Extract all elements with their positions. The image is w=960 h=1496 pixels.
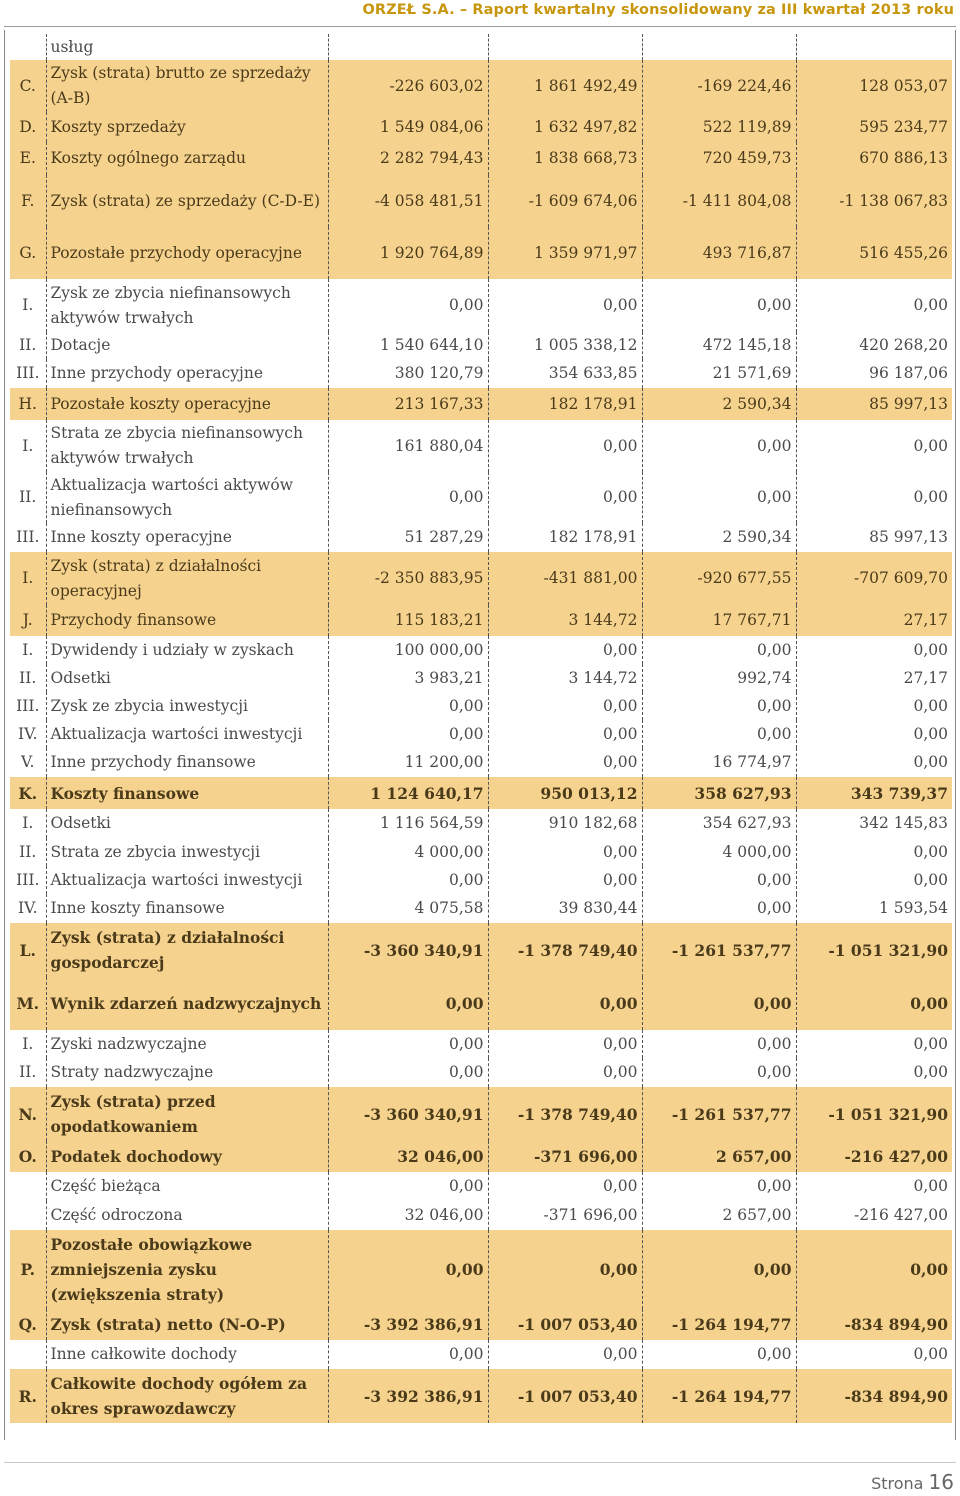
row-value-col-4: 595 234,77 (796, 112, 952, 142)
row-value-col-3: 493 716,87 (642, 227, 796, 279)
table-row (10, 552, 952, 605)
row-value-col-1: 2 282 794,43 (328, 142, 488, 175)
row-value-col-1: 100 000,00 (328, 636, 488, 664)
table-row (10, 809, 952, 838)
row-value-col-3: 0,00 (642, 977, 796, 1030)
row-value-col-1: -2 350 883,95 (328, 552, 488, 605)
row-value-col-3: 2 657,00 (642, 1141, 796, 1172)
row-value-col-4: 0,00 (796, 838, 952, 866)
table-row (10, 1172, 952, 1201)
row-value-col-3: 0,00 (642, 1172, 796, 1201)
table-row (10, 279, 952, 332)
table-row (10, 420, 952, 472)
row-value-col-1: 0,00 (328, 1172, 488, 1201)
row-value-col-2: -371 696,00 (488, 1141, 642, 1172)
row-value-col-4: 420 268,20 (796, 332, 952, 359)
table-row (10, 1340, 952, 1369)
table-row (10, 1141, 952, 1172)
row-value-col-3: 17 767,71 (642, 605, 796, 636)
table-row (10, 777, 952, 809)
row-value-col-3: -1 264 194,77 (642, 1369, 796, 1423)
row-value-col-4: 0,00 (796, 1172, 952, 1201)
row-code: P. (10, 1230, 46, 1309)
row-value-col-1: 0,00 (328, 279, 488, 332)
row-value-col-3: 2 657,00 (642, 1201, 796, 1230)
row-code: III. (16, 870, 40, 889)
row-label: Wynik zdarzeń nadzwyczajnych (46, 977, 328, 1030)
row-value-col-3: -1 264 194,77 (642, 1309, 796, 1340)
row-code: K. (10, 777, 46, 809)
row-label: Podatek dochodowy (46, 1141, 328, 1172)
row-code: III. (16, 364, 40, 382)
row-label: Koszty ogólnego zarządu (46, 142, 328, 175)
row-value-col-2: 950 013,12 (488, 777, 642, 809)
row-label: Strata ze zbycia niefinansowych aktywów trwałych (46, 420, 328, 472)
row-label: Odsetki (46, 664, 328, 692)
row-value-col-4: -1 138 067,83 (796, 175, 952, 227)
table-row (10, 359, 952, 388)
row-value-col-4: 0,00 (796, 636, 952, 664)
row-value-col-3: -1 411 804,08 (642, 175, 796, 227)
row-code: I. (22, 1034, 34, 1053)
row-value-col-4: -1 051 321,90 (796, 1087, 952, 1141)
page-number: 16 (928, 1470, 954, 1494)
row-value-col-3: 0,00 (642, 692, 796, 720)
row-code: I. (10, 552, 46, 605)
row-value-col-1: -3 392 386,91 (328, 1369, 488, 1423)
row-code: III. (16, 528, 40, 546)
row-label: Część odroczona (46, 1201, 328, 1230)
table-row (10, 1369, 952, 1423)
row-value-col-1: 1 540 644,10 (328, 332, 488, 359)
row-label: Odsetki (46, 809, 328, 838)
row-label: Inne całkowite dochody (46, 1340, 328, 1369)
table-row (10, 605, 952, 636)
table-row (10, 1030, 952, 1058)
row-label: Pozostałe przychody operacyjne (46, 227, 328, 279)
row-value-col-2 (488, 34, 642, 60)
row-value-col-4: 0,00 (796, 692, 952, 720)
table-row (10, 60, 952, 112)
row-value-col-2: 1 359 971,97 (488, 227, 642, 279)
row-value-col-3 (642, 34, 796, 60)
row-value-col-2: -1 007 053,40 (488, 1369, 642, 1423)
row-code: I. (22, 296, 34, 314)
table-row (10, 838, 952, 866)
row-value-col-2: 182 178,91 (488, 388, 642, 420)
table-row (10, 866, 952, 894)
page-frame-right (955, 30, 956, 1440)
row-code: V. (21, 753, 35, 771)
row-label: Inne przychody finansowe (46, 748, 328, 777)
row-value-col-3: 720 459,73 (642, 142, 796, 175)
table-row (10, 388, 952, 420)
row-code: M. (10, 977, 46, 1030)
row-value-col-1: 0,00 (328, 977, 488, 1030)
row-value-col-4: 96 187,06 (796, 359, 952, 388)
table-row (10, 977, 952, 1030)
row-value-col-2: 182 178,91 (488, 523, 642, 552)
row-value-col-2: 0,00 (488, 692, 642, 720)
row-value-col-3: 0,00 (642, 472, 796, 523)
row-value-col-1: -226 603,02 (328, 60, 488, 112)
row-label: Inne przychody operacyjne (46, 359, 328, 388)
row-value-col-1: 115 183,21 (328, 605, 488, 636)
row-label: Zyski nadzwyczajne (46, 1030, 328, 1058)
row-code (10, 1172, 46, 1201)
row-value-col-3: 4 000,00 (642, 838, 796, 866)
row-label: Zysk (strata) ze sprzedaży (C-D-E) (46, 175, 328, 227)
row-value-col-1: 32 046,00 (328, 1141, 488, 1172)
row-code: C. (10, 60, 46, 112)
row-value-col-2: -1 609 674,06 (488, 175, 642, 227)
row-value-col-4: 516 455,26 (796, 227, 952, 279)
row-value-col-2: 0,00 (488, 279, 642, 332)
row-value-col-4: 0,00 (796, 1230, 952, 1309)
row-label: Zysk (strata) brutto ze sprzedaży (A-B) (46, 60, 328, 112)
row-value-col-2: 39 830,44 (488, 894, 642, 923)
row-code: IV. (17, 899, 38, 917)
row-code: F. (10, 175, 46, 227)
row-label: Dywidendy i udziały w zyskach (46, 636, 328, 664)
row-value-col-1: 1 124 640,17 (328, 777, 488, 809)
row-value-col-3: 0,00 (642, 720, 796, 748)
row-code: II. (19, 1063, 37, 1081)
row-label: Zysk (strata) netto (N-O-P) (46, 1309, 328, 1340)
row-label: Zysk (strata) z działalności operacyjnej (46, 552, 328, 605)
table-row (10, 227, 952, 279)
table-row (10, 1201, 952, 1230)
row-value-col-3: 2 590,34 (642, 388, 796, 420)
row-value-col-1: -3 360 340,91 (328, 923, 488, 977)
row-value-col-4: 0,00 (796, 1058, 952, 1087)
table-row (10, 332, 952, 359)
table-row (10, 692, 952, 720)
income-statement-body (10, 34, 952, 1423)
row-code: R. (10, 1369, 46, 1423)
row-value-col-1: 0,00 (328, 1340, 488, 1369)
row-label: Część bieżąca (46, 1172, 328, 1201)
row-value-col-2: 1 838 668,73 (488, 142, 642, 175)
table-row (10, 112, 952, 142)
row-value-col-1: 4 000,00 (328, 838, 488, 866)
row-value-col-4: 27,17 (796, 605, 952, 636)
row-value-col-3: 0,00 (642, 1340, 796, 1369)
header-rule (4, 26, 956, 27)
table-row (10, 664, 952, 692)
row-label: Aktualizacja wartości inwestycji (46, 866, 328, 894)
row-code: Q. (10, 1309, 46, 1340)
table-row (10, 472, 952, 523)
row-value-col-1: 0,00 (328, 472, 488, 523)
row-label: Całkowite dochody ogółem za okres sprawozdawczy (46, 1369, 328, 1423)
row-value-col-1: 380 120,79 (328, 359, 488, 388)
row-value-col-1: 4 075,58 (328, 894, 488, 923)
row-value-col-4: 0,00 (796, 977, 952, 1030)
row-value-col-4: 0,00 (796, 720, 952, 748)
row-value-col-1: -3 392 386,91 (328, 1309, 488, 1340)
row-value-col-3: 992,74 (642, 664, 796, 692)
table-row (10, 720, 952, 748)
row-value-col-3: -1 261 537,77 (642, 923, 796, 977)
row-value-col-2: 0,00 (488, 472, 642, 523)
row-code: II. (19, 668, 37, 687)
row-value-col-3: 354 627,93 (642, 809, 796, 838)
row-value-col-4: 27,17 (796, 664, 952, 692)
page-frame-left (4, 30, 5, 1440)
table-row (10, 1087, 952, 1141)
row-code: N. (10, 1087, 46, 1141)
row-value-col-2: 1 005 338,12 (488, 332, 642, 359)
income-statement-table (10, 34, 952, 1423)
row-code: E. (10, 142, 46, 175)
row-value-col-2: 3 144,72 (488, 664, 642, 692)
table-row (10, 523, 952, 552)
row-value-col-1: 0,00 (328, 866, 488, 894)
table-row (10, 175, 952, 227)
row-value-col-4: 0,00 (796, 1030, 952, 1058)
table-row (10, 34, 952, 60)
row-value-col-4: -707 609,70 (796, 552, 952, 605)
row-value-col-2: -371 696,00 (488, 1201, 642, 1230)
row-value-col-1: 0,00 (328, 692, 488, 720)
row-value-col-2: 0,00 (488, 838, 642, 866)
row-value-col-1: 0,00 (328, 1058, 488, 1087)
row-value-col-2: 0,00 (488, 420, 642, 472)
row-value-col-4: 0,00 (796, 866, 952, 894)
row-value-col-4: 0,00 (796, 1340, 952, 1369)
row-label: Zysk ze zbycia inwestycji (46, 692, 328, 720)
row-code: I. (22, 436, 34, 455)
page-footer (871, 1470, 954, 1494)
row-code: III. (16, 696, 40, 715)
row-value-col-1: 51 287,29 (328, 523, 488, 552)
row-value-col-1: 161 880,04 (328, 420, 488, 472)
table-row (10, 1058, 952, 1087)
row-value-col-2: 0,00 (488, 1340, 642, 1369)
row-value-col-1: 11 200,00 (328, 748, 488, 777)
row-value-col-2: 354 633,85 (488, 359, 642, 388)
row-value-col-4: 0,00 (796, 420, 952, 472)
row-value-col-2: 0,00 (488, 720, 642, 748)
row-label: Aktualizacja wartości inwestycji (46, 720, 328, 748)
row-code: G. (10, 227, 46, 279)
row-value-col-1: 1 549 084,06 (328, 112, 488, 142)
row-label: Zysk (strata) przed opodatkowaniem (46, 1087, 328, 1141)
table-row (10, 636, 952, 664)
row-label: Przychody finansowe (46, 605, 328, 636)
row-value-col-2: 3 144,72 (488, 605, 642, 636)
table-row (10, 923, 952, 977)
row-value-col-4: 0,00 (796, 279, 952, 332)
row-label: Inne koszty operacyjne (46, 523, 328, 552)
row-value-col-2: 0,00 (488, 1172, 642, 1201)
row-value-col-4: 85 997,13 (796, 388, 952, 420)
row-value-col-2: -1 378 749,40 (488, 923, 642, 977)
row-value-col-4: -1 051 321,90 (796, 923, 952, 977)
row-value-col-2: 910 182,68 (488, 809, 642, 838)
row-value-col-1: 0,00 (328, 1230, 488, 1309)
row-label: Pozostałe obowiązkowe zmniejszenia zysku (zwiększenia straty) (46, 1230, 328, 1309)
row-label: Straty nadzwyczajne (46, 1058, 328, 1087)
row-value-col-1: 1 920 764,89 (328, 227, 488, 279)
row-value-col-1: -4 058 481,51 (328, 175, 488, 227)
row-label: Koszty finansowe (46, 777, 328, 809)
row-value-col-2: -431 881,00 (488, 552, 642, 605)
row-code: J. (10, 605, 46, 636)
row-value-col-1 (328, 34, 488, 60)
row-value-col-2: 1 632 497,82 (488, 112, 642, 142)
row-label: Strata ze zbycia inwestycji (46, 838, 328, 866)
row-value-col-2: -1 007 053,40 (488, 1309, 642, 1340)
row-value-col-3: 472 145,18 (642, 332, 796, 359)
row-code (10, 1201, 46, 1230)
row-value-col-4: -834 894,90 (796, 1309, 952, 1340)
row-value-col-3: -169 224,46 (642, 60, 796, 112)
row-code (10, 34, 46, 60)
row-value-col-3: 0,00 (642, 894, 796, 923)
row-value-col-2: 0,00 (488, 866, 642, 894)
row-code: L. (10, 923, 46, 977)
row-value-col-4: -216 427,00 (796, 1201, 952, 1230)
row-label: Zysk (strata) z działalności gospodarczej (46, 923, 328, 977)
row-value-col-3: 2 590,34 (642, 523, 796, 552)
row-value-col-2: 0,00 (488, 1230, 642, 1309)
row-value-col-4: 0,00 (796, 748, 952, 777)
report-header-title: ORZEŁ S.A. – Raport kwartalny skonsolidowany za III kwartał 2013 roku (362, 2, 954, 18)
row-label: Dotacje (46, 332, 328, 359)
row-label: Koszty sprzedaży (46, 112, 328, 142)
row-value-col-3: 21 571,69 (642, 359, 796, 388)
row-value-col-3: 522 119,89 (642, 112, 796, 142)
row-value-col-4: 670 886,13 (796, 142, 952, 175)
row-value-col-4: -216 427,00 (796, 1141, 952, 1172)
row-value-col-4: -834 894,90 (796, 1369, 952, 1423)
row-value-col-2: 0,00 (488, 748, 642, 777)
row-value-col-4: 0,00 (796, 472, 952, 523)
row-code: D. (10, 112, 46, 142)
row-value-col-2: 0,00 (488, 1058, 642, 1087)
row-value-col-3: 0,00 (642, 1030, 796, 1058)
row-code: I. (22, 640, 34, 659)
row-code: H. (10, 388, 46, 420)
row-value-col-3: 0,00 (642, 1230, 796, 1309)
row-value-col-3: 0,00 (642, 279, 796, 332)
table-row (10, 142, 952, 175)
table-row (10, 1309, 952, 1340)
row-value-col-3: 358 627,93 (642, 777, 796, 809)
row-code (10, 1340, 46, 1369)
row-value-col-1: -3 360 340,91 (328, 1087, 488, 1141)
row-value-col-3: 0,00 (642, 636, 796, 664)
footer-rule (4, 1462, 956, 1463)
row-value-col-4: 128 053,07 (796, 60, 952, 112)
row-value-col-2: 0,00 (488, 1030, 642, 1058)
table-row (10, 1230, 952, 1309)
row-label: Inne koszty finansowe (46, 894, 328, 923)
row-value-col-2: 0,00 (488, 636, 642, 664)
row-value-col-3: 16 774,97 (642, 748, 796, 777)
table-row (10, 894, 952, 923)
row-value-col-1: 1 116 564,59 (328, 809, 488, 838)
page-label: Strona (871, 1474, 924, 1493)
row-label: Zysk ze zbycia niefinansowych aktywów trwałych (46, 279, 328, 332)
row-value-col-1: 0,00 (328, 720, 488, 748)
row-value-col-1: 3 983,21 (328, 664, 488, 692)
row-value-col-1: 213 167,33 (328, 388, 488, 420)
row-label: usług (46, 34, 328, 60)
row-value-col-2: -1 378 749,40 (488, 1087, 642, 1141)
row-value-col-4: 342 145,83 (796, 809, 952, 838)
row-label: Aktualizacja wartości aktywów niefinansowych (46, 472, 328, 523)
row-value-col-4: 85 997,13 (796, 523, 952, 552)
row-value-col-4: 1 593,54 (796, 894, 952, 923)
row-value-col-4: 343 739,37 (796, 777, 952, 809)
row-value-col-4 (796, 34, 952, 60)
row-value-col-1: 32 046,00 (328, 1201, 488, 1230)
row-value-col-3: -920 677,55 (642, 552, 796, 605)
row-label: Pozostałe koszty operacyjne (46, 388, 328, 420)
row-value-col-3: 0,00 (642, 420, 796, 472)
row-code: IV. (17, 724, 38, 743)
row-code: O. (10, 1141, 46, 1172)
row-code: II. (19, 842, 37, 861)
row-value-col-3: 0,00 (642, 1058, 796, 1087)
row-value-col-3: 0,00 (642, 866, 796, 894)
row-value-col-2: 0,00 (488, 977, 642, 1030)
table-row (10, 748, 952, 777)
row-code: II. (19, 336, 37, 354)
row-code: I. (22, 814, 34, 832)
row-code: II. (19, 488, 37, 506)
row-value-col-1: 0,00 (328, 1030, 488, 1058)
row-value-col-3: -1 261 537,77 (642, 1087, 796, 1141)
row-value-col-2: 1 861 492,49 (488, 60, 642, 112)
